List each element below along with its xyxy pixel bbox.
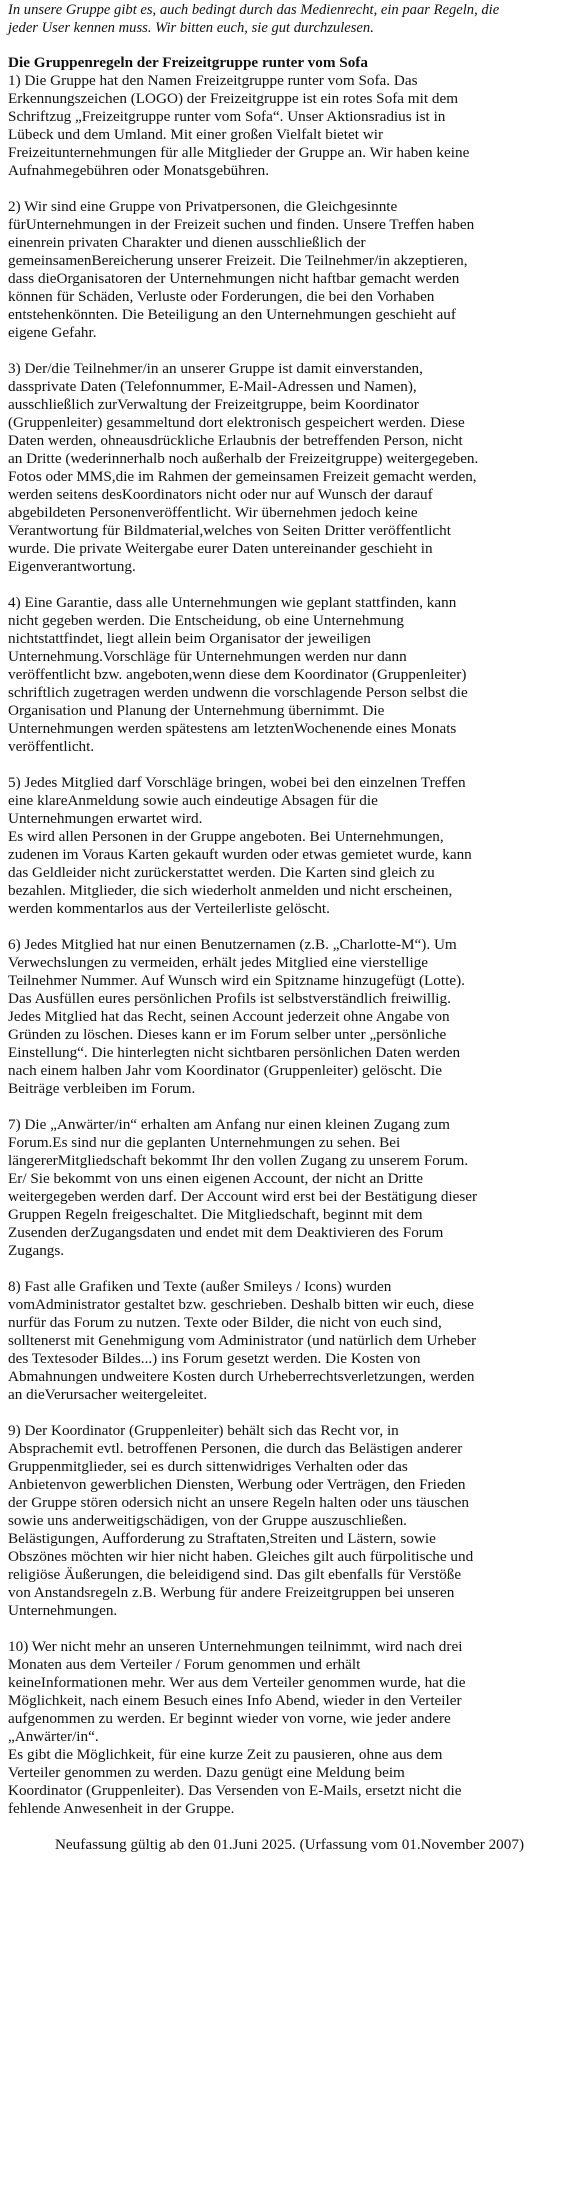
rule-7: 7) Die „Anwärter/in“ erhalten am Anfang nur einen kleinen Zugang zum Forum.Es sind nur die geplanten Unternehmungen zu sehen. Bei längererMitgliedschaft bekommt Ihr den vollen Zugang zu unserem Forum. Er/ Sie bekommt von uns einen eigenen Account, der nicht an Dritte weitergegeben werden darf. Der Account wird erst bei der Bestätigung dieser Gruppen Regeln freigeschaltet. Die Mitgliedschaft, beginnt mit dem Zusenden derZugangsdaten und endet mit dem Deaktivieren des Forum Zugangs.: [8, 1116, 478, 1260]
rule-1: 1) Die Gruppe hat den Namen Freizeitgruppe runter vom Sofa. Das Erkennungszeichen (LOGO) der Freizeitgruppe ist ein rotes Sofa mit dem Schriftzug „Freizeitgruppe runter vom Sofa“. Unser Aktionsradius ist in Lübeck und dem Umland. Mit einer großen Vielfalt bietet wir Freizeitunternehmungen für alle Mitglieder der Gruppe an. Wir haben keine Aufnahmegebühren oder Monatsgebühren.: [8, 72, 470, 180]
rule-3: 3) Der/die Teilnehmer/in an unserer Gruppe ist damit einverstanden, dassprivate Daten (Telefonnummer, E-Mail-Adressen und Namen), ausschließlich zurVerwaltung der Freizeitgruppe, beim Koordinator (Gruppenleiter) gesammeltund dort elektronisch gespeichert werden. Diese Daten werden, ohneausdrückliche Erlaubnis der betreffenden Person, nicht an Dritte (wederinnerhalb noch außerhalb der Freizeitgruppe) weitergegeben. Fotos oder MMS,die im Rahmen der gemeinsamen Freizeit gemacht werden, werden seitens desKoordinators nicht oder nur auf Wunsch der darauf abgebildeten Personenveröffentlicht. Wir übernehmen jedoch keine Verantwortung für Bildmaterial,welches von Seiten Dritter veröffentlicht wurde. Die private Weitergabe eurer Daten untereinander geschieht in Eigenverantwortung.: [8, 360, 479, 576]
rule-2: 2) Wir sind eine Gruppe von Privatpersonen, die Gleichgesinnte fürUnternehmungen in der Freizeit suchen und finden. Unsere Treffen haben einenrein privaten Charakter und dienen ausschließlich der gemeinsamenBereicherung unserer Freizeit. Die Teilnehmer/in akzeptieren, dass dieOrganisatoren der Unternehmungen nicht haftbar gemacht werden können für Schäden, Verluste oder Forderungen, die bei den Vorhaben entstehenkönnten. Die Beteiligung an den Unternehmungen geschieht auf eigene Gefahr.: [8, 198, 475, 342]
rule-5: 5) Jedes Mitglied darf Vorschläge bringen, wobei bei den einzelnen Treffen eine klareAnmeldung sowie auch eindeutige Absagen für die Unternehmungen erwartet wird. Es wird allen Personen in der Gruppe angeboten. Bei Unternehmungen, zudenen im Voraus Karten gekauft wurden oder etwas gemietet wurde, kann das Geldleider nicht zurückerstattet werden. Die Karten sind gleich zu bezahlen. Mitglieder, die sich wiederholt anmelden und nicht erscheinen, werden kommentarlos aus der Verteilerliste gelöscht.: [8, 774, 472, 918]
validity-footer: Neufassung gültig ab den 01.Juni 2025. (Urfassung vom 01.November 2007): [54, 1836, 525, 1854]
rule-10: 10) Wer nicht mehr an unseren Unternehmungen teilnimmt, wird nach drei Monaten aus dem Verteiler / Forum genommen und erhält keineInformationen mehr. Wer aus dem Verteiler genommen wurde, hat die Möglichkeit, nach einem Besuch eines Info Abend, wieder in den Verteiler aufgenommen zu werden. Er beginnt wieder von vorne, wie jeder andere „Anwärter/in“. Es gibt die Möglichkeit, für eine kurze Zeit zu pausieren, ohne aus dem Verteiler genommen zu werden. Dazu genügt eine Meldung beim Koordinator (Gruppenleiter). Das Versenden von E-Mails, ersetzt nicht die fehlende Anwesenheit in der Gruppe.: [8, 1638, 466, 1818]
rule-8: 8) Fast alle Grafiken und Texte (außer Smileys / Icons) wurden vomAdministrator gestaltet bzw. geschrieben. Deshalb bitten wir euch, diese nurfür das Forum zu nutzen. Texte oder Bilder, die nicht von euch sind, solltenerst mit Genehmigung vom Administrator (und natürlich dem Urheber des Textesoder Bildes...) ins Forum gesetzt werden. Die Kosten von Abmahnungen undweitere Kosten durch Urheberrechtsverletzungen, werden an dieVerursacher weitergeleitet.: [8, 1278, 477, 1404]
rule-9: 9) Der Koordinator (Gruppenleiter) behält sich das Recht vor, in Absprachemit evtl. betroffenen Personen, die durch das Belästigen anderer Gruppenmitglieder, sei es durch sittenwidriges Verhalten oder das Anbietenvon gewerblichen Diensten, Werbung oder Verträgen, den Frieden der Gruppe stören odersich nicht an unsere Regeln halten oder uns täuschen sowie uns anderweitigschädigen, von der Gruppe auszuschließen. Belästigungen, Aufforderung zu Straftaten,Streiten und Lästern, sowie Obszönes möchten wir hier nicht haben. Gleiches gilt auch fürpolitische und religiöse Äußerungen, die beleidigend sind. Das gilt ebenfalls für Verstöße von Anstandsregeln z.B. Werbung für andere Freizeitgruppen bei unseren Unternehmungen.: [8, 1422, 474, 1620]
rule-4: 4) Eine Garantie, dass alle Unternehmungen wie geplant stattfinden, kann nicht gegeben werden. Die Entscheidung, ob eine Unternehmung nichtstattfindet, liegt allein beim Organisator der jeweiligen Unternehmung.Vorschläge für Unternehmungen werden nur dann veröffentlicht bzw. angeboten,wenn diese dem Koordinator (Gruppenleiter) schriftlich zugetragen werden undwenn die vorschlagende Person selbst die Organisation und Planung der Unternehmung übernimmt. Die Unternehmungen werden spätestens am letztenWochenende eines Monats veröffentlicht.: [8, 594, 468, 756]
rule-6: 6) Jedes Mitglied hat nur einen Benutzernamen (z.B. „Charlotte-M“). Um Verwechslungen zu vermeiden, erhält jedes Mitglied eine vierstellige Teilnehmer Nummer. Auf Wunsch wird ein Spitzname hinzugefügt (Lotte). Das Ausfüllen eures persönlichen Profils ist selbstverständlich freiwillig. Jedes Mitglied hat das Recht, seinen Account jederzeit ohne Angabe von Gründen zu löschen. Dieses kann er im Forum selber unter „persönliche Einstellung“. Die hinterlegten nicht sichtbaren persönlichen Daten werden nach einem halben Jahr vom Koordinator (Gruppenleiter) gelöscht. Die Beiträge verbleiben im Forum.: [8, 936, 465, 1098]
intro-text: In unsere Gruppe gibt es, auch bedingt durch das Medienrecht, ein paar Regeln, die jeder User kennen muss. Wir bitten euch, sie gut durchzulesen.: [8, 2, 500, 36]
document-heading: Die Gruppenregeln der Freizeitgruppe runter vom Sofa: [8, 54, 368, 72]
